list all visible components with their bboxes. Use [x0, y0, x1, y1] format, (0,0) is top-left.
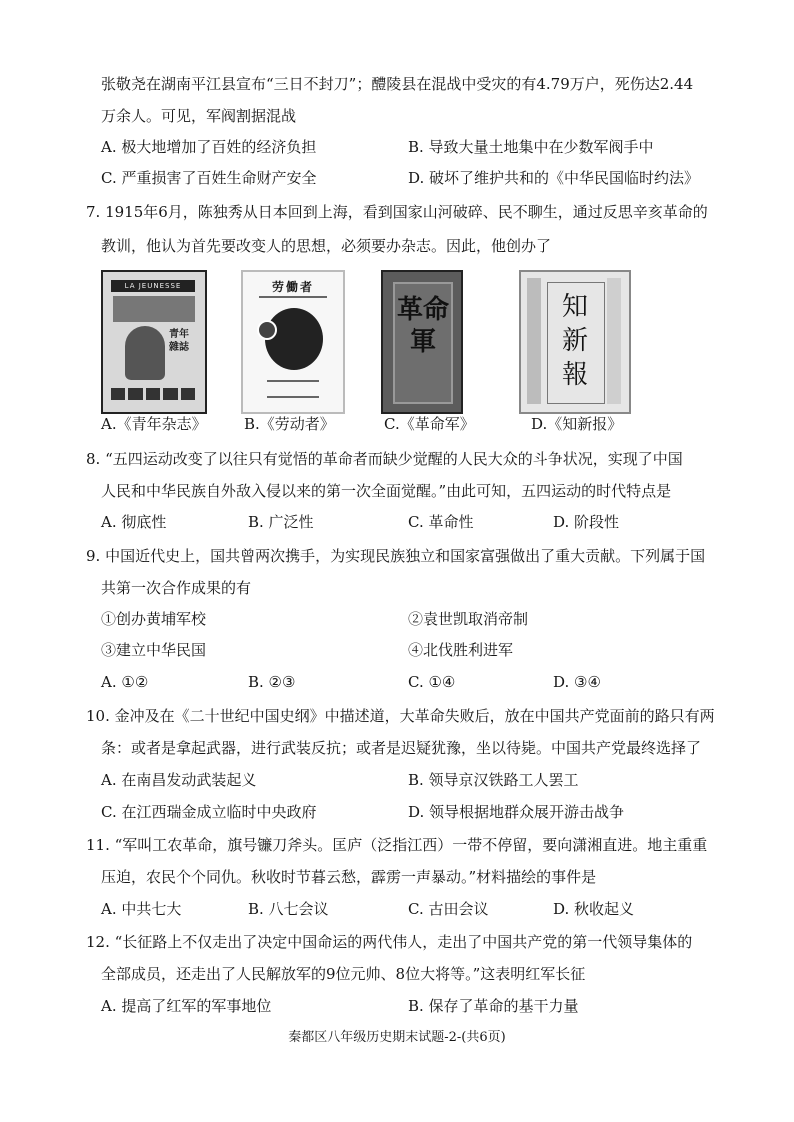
q11-stem-line1: 11. “军叫工农革命，旗号镰刀斧头。匡庐（泛指江西）一带不停留，要向潇湘直进。地主重重: [86, 836, 708, 854]
q8-stem-line1: 8. “五四运动改变了以往只有觉悟的革命者而缺少觉醒的人民大众的斗争状况，实现了中国: [86, 450, 683, 468]
q9-item-1: ①创办黄埔军校: [101, 610, 207, 628]
cover-b-rule: [259, 296, 327, 298]
q6-option-c: C. 严重损害了百姓生命财产安全: [101, 169, 317, 187]
q9-option-d: D. ③④: [553, 673, 601, 691]
q6-option-b: B. 导致大量土地集中在少数军阀手中: [408, 138, 654, 156]
cover-image-geming-jun: [381, 270, 463, 414]
q9-option-b: B. ②③: [248, 673, 296, 691]
q9-item-4: ④北伐胜利进军: [408, 641, 514, 659]
q11-option-b: B. 八七会议: [248, 900, 329, 918]
cover-a-chars: 青年雜誌: [169, 329, 189, 353]
q7-option-a: A.《青年杂志》: [101, 415, 207, 433]
q6-stem-line2: 万余人。可见，军阀割据混战: [101, 107, 297, 125]
q9-item-3: ③建立中华民国: [101, 641, 207, 659]
q11-option-c: C. 古田会议: [408, 900, 489, 918]
q10-option-d: D. 领导根据地群众展开游击战争: [408, 803, 625, 821]
q7-option-b: B.《劳动者》: [244, 415, 335, 433]
cover-b-fist: [257, 320, 277, 340]
cover-a-bottom-tiles: [111, 388, 195, 400]
q11-option-a: A. 中共七大: [101, 900, 182, 918]
q9-item-2: ②袁世凯取消帝制: [408, 610, 529, 628]
q8-option-a: A. 彻底性: [101, 513, 167, 531]
cover-image-laodongzhe: [241, 270, 345, 414]
q6-stem-line1: 张敬尧在湖南平江县宣布“三日不封刀”；醴陵县在混战中受灾的有4.79万户，死伤达2.44: [101, 75, 694, 93]
q10-option-b: B. 领导京汉铁路工人罢工: [408, 771, 579, 789]
q6-option-a: A. 极大地增加了百姓的经济负担: [101, 138, 317, 156]
q9-option-a: A. ①②: [101, 673, 149, 691]
cover-b-title: 劳働者: [271, 280, 314, 294]
cover-b-footer-lines: [267, 380, 319, 398]
q8-stem-line2: 人民和中华民族自外敌入侵以来的第一次全面觉醒。”由此可知，五四运动的时代特点是: [101, 482, 672, 500]
page-footer: 秦都区八年级历史期末试题-2-(共6页): [288, 1030, 506, 1045]
q9-stem-line1: 9. 中国近代史上，国共曾两次携手，为实现民族独立和国家富强做出了重大贡献。下列属于国: [86, 547, 706, 565]
q8-option-b: B. 广泛性: [248, 513, 314, 531]
cover-c-title: 革命軍: [396, 295, 449, 357]
cover-d-side-column: [527, 278, 541, 404]
q12-stem-line1: 12. “长征路上不仅走出了决定中国命运的两代伟人，走出了中国共产党的第一代领导集体的: [86, 933, 693, 951]
cover-a-portrait: [125, 326, 165, 380]
q10-stem-line1: 10. 金冲及在《二十世纪中国史纲》中描述道，大革命失败后，放在中国共产党面前的路只有两: [86, 707, 715, 725]
q7-stem-line2: 教训，他认为首先要改变人的思想，必须要办杂志。因此，他创办了: [101, 237, 552, 255]
q6-option-d: D. 破坏了维护共和的《中华民国临时约法》: [408, 169, 700, 187]
cover-a-portrait-band: [113, 296, 195, 322]
q10-option-a: A. 在南昌发动武装起义: [101, 771, 257, 789]
q7-stem-line1: 7. 1915年6月，陈独秀从日本回到上海，看到国家山河破碎、民不聊生，通过反思辛亥革命的: [86, 203, 708, 221]
q11-option-d: D. 秋收起义: [553, 900, 635, 918]
q9-option-c: C. ①④: [408, 673, 456, 691]
q10-stem-line2: 条：或者是拿起武器，进行武装反抗；或者是迟疑犹豫，坐以待毙。中国共产党最终选择了: [101, 739, 702, 757]
q12-option-a: A. 提高了红军的军事地位: [101, 997, 272, 1015]
q9-stem-line2: 共第一次合作成果的有: [101, 579, 252, 597]
q7-option-d: D.《知新报》: [531, 415, 623, 433]
cover-image-zhixin-bao: [519, 270, 631, 414]
q11-stem-line2: 压迫，农民个个同仇。秋收时节暮云愁，霹雳一声暴动。”材料描绘的事件是: [101, 868, 597, 886]
q12-stem-line2: 全部成员，还走出了人民解放军的9位元帅、8位大将等。”这表明红军长征: [101, 965, 586, 983]
q8-option-c: C. 革命性: [408, 513, 474, 531]
cover-d-side-column-right: [607, 278, 621, 404]
q7-option-c: C.《革命军》: [384, 415, 475, 433]
cover-d-title: 知新報: [561, 292, 588, 390]
q12-option-b: B. 保存了革命的基干力量: [408, 997, 579, 1015]
cover-image-qingnian-zazhi: [101, 270, 207, 414]
cover-a-title: LA JEUNESSE: [111, 280, 195, 292]
cover-b-worker-figure: [265, 308, 323, 370]
q8-option-d: D. 阶段性: [553, 513, 620, 531]
q10-option-c: C. 在江西瑞金成立临时中央政府: [101, 803, 317, 821]
